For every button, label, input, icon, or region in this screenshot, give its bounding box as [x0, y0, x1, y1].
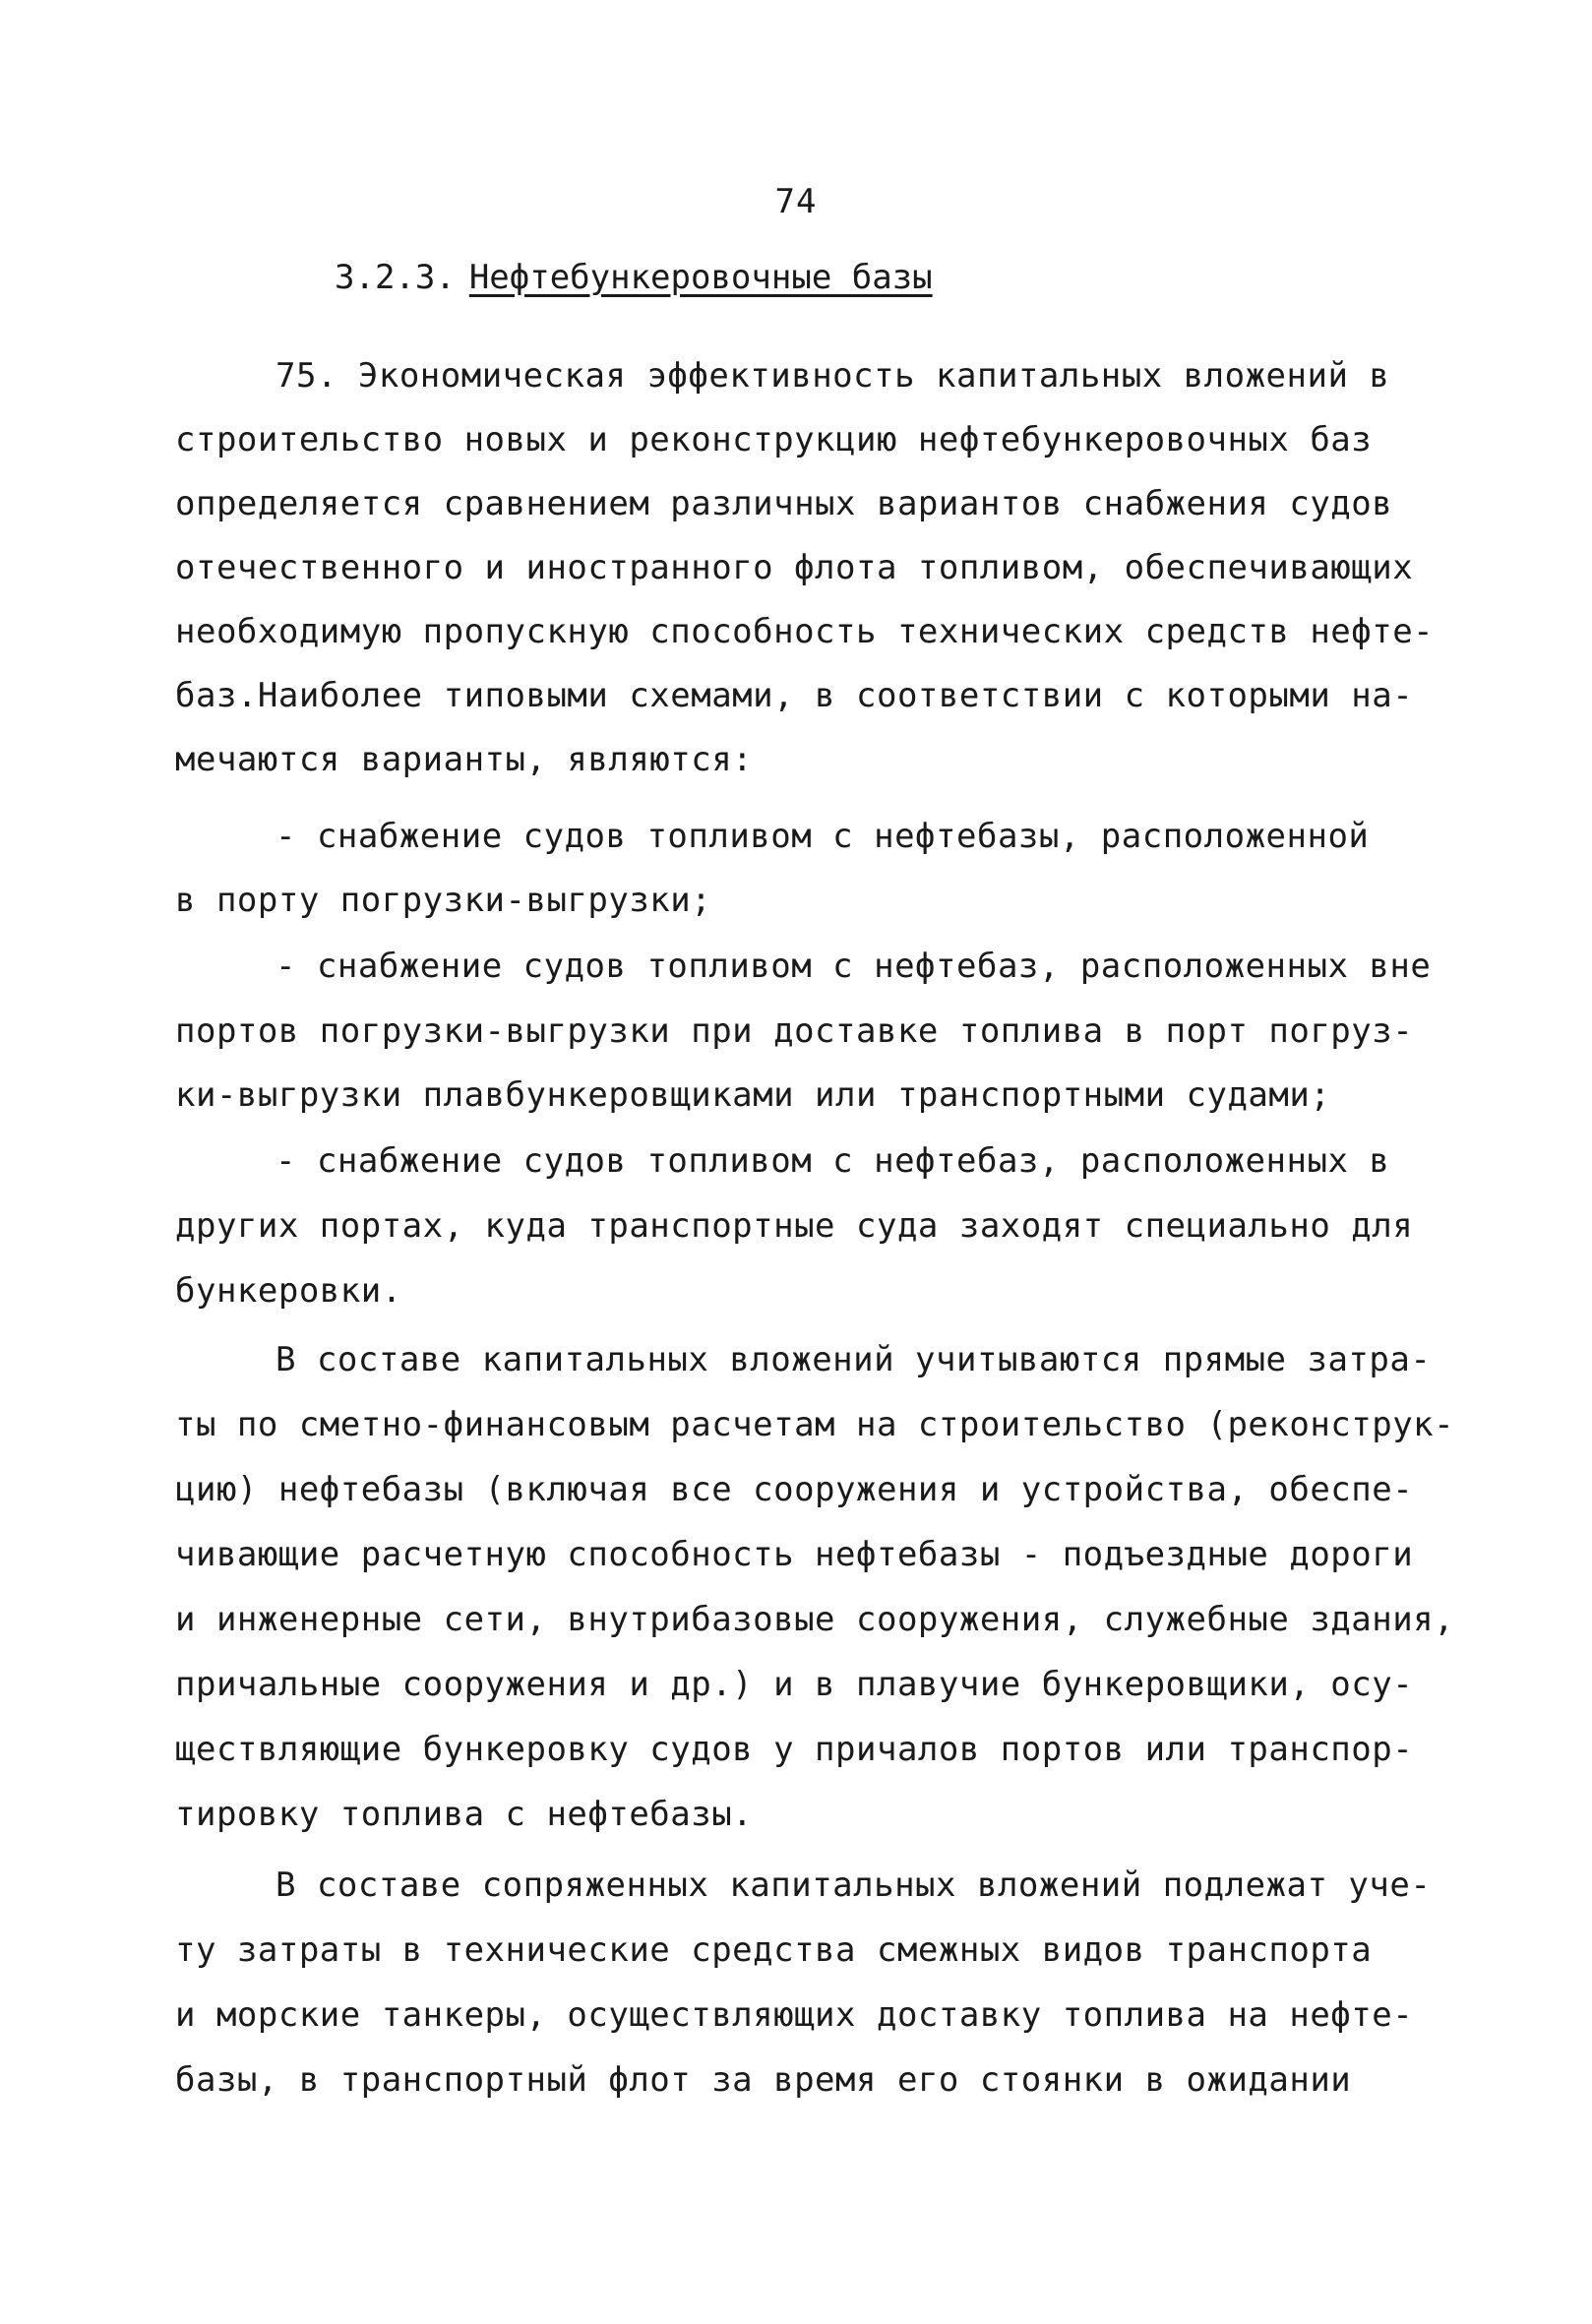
text-line: ты по сметно-финансовым расчетам на строительство (реконструк- [175, 1405, 1455, 1444]
text-line: - снабжение судов топливом с нефтебазы, расположенной [276, 817, 1370, 856]
text-line: 75. Экономическая эффективность капитальных вложений в [276, 356, 1390, 396]
section-number: 3.2.3. [335, 258, 456, 297]
text-line: ки-выгрузки плавбункеровщиками или транспортными судами; [175, 1075, 1331, 1115]
text-line: в порту погрузки-выгрузки; [175, 881, 712, 920]
text-line: чивающие расчетную способность нефтебазы - подъездные дороги [175, 1535, 1414, 1574]
text-line: определяется сравнением различных вариантов снабжения судов [175, 484, 1393, 523]
text-line: ту затраты в технические средства смежных видов транспорта [175, 1930, 1373, 1970]
text-line: В составе капитальных вложений учитываются прямые затра- [276, 1340, 1432, 1379]
text-line: - снабжение судов топливом с нефтебаз, расположенных в [276, 1141, 1390, 1181]
text-line: цию) нефтебазы (включая все сооружения и устройства, обеспе- [175, 1470, 1414, 1509]
text-line: портов погрузки-выгрузки при доставке топлива в порт погруз- [175, 1011, 1414, 1051]
section-title: Нефтебункеровочные базы [468, 258, 933, 297]
text-line: бункеровки. [175, 1271, 402, 1311]
text-line: - снабжение судов топливом с нефтебаз, расположенных вне [276, 947, 1432, 986]
text-line: и инженерные сети, внутрибазовые сооружения, служебные здания, [175, 1600, 1455, 1639]
text-line: других портах, куда транспортные суда заходят специально для [175, 1206, 1414, 1246]
text-line: отечественного и иностранного флота топливом, обеспечивающих [175, 548, 1414, 587]
text-line: баз.Наиболее типовыми схемами, в соответствии с которыми на- [175, 676, 1414, 715]
section-heading [335, 258, 933, 297]
text-line: В составе сопряженных капитальных вложений подлежат уче- [276, 1865, 1432, 1905]
text-line: необходимую пропускную способность технических средств нефте- [175, 612, 1435, 651]
page-number: 74 [774, 182, 818, 221]
text-line: мечаются варианты, являются: [175, 740, 754, 779]
text-line: причальные сооружения и др.) и в плавучие бункеровщики, осу- [175, 1665, 1414, 1704]
text-line: строительство новых и реконструкцию нефтебункеровочных баз [175, 420, 1373, 459]
text-line: базы, в транспортный флот за время его стоянки в ожидании [175, 2060, 1352, 2100]
text-line: ществляющие бункеровку судов у причалов портов или транспор- [175, 1730, 1414, 1769]
text-line: и морские танкеры, осуществляющих доставку топлива на нефте- [175, 1995, 1414, 2035]
text-line: тировку топлива с нефтебазы. [175, 1795, 754, 1834]
